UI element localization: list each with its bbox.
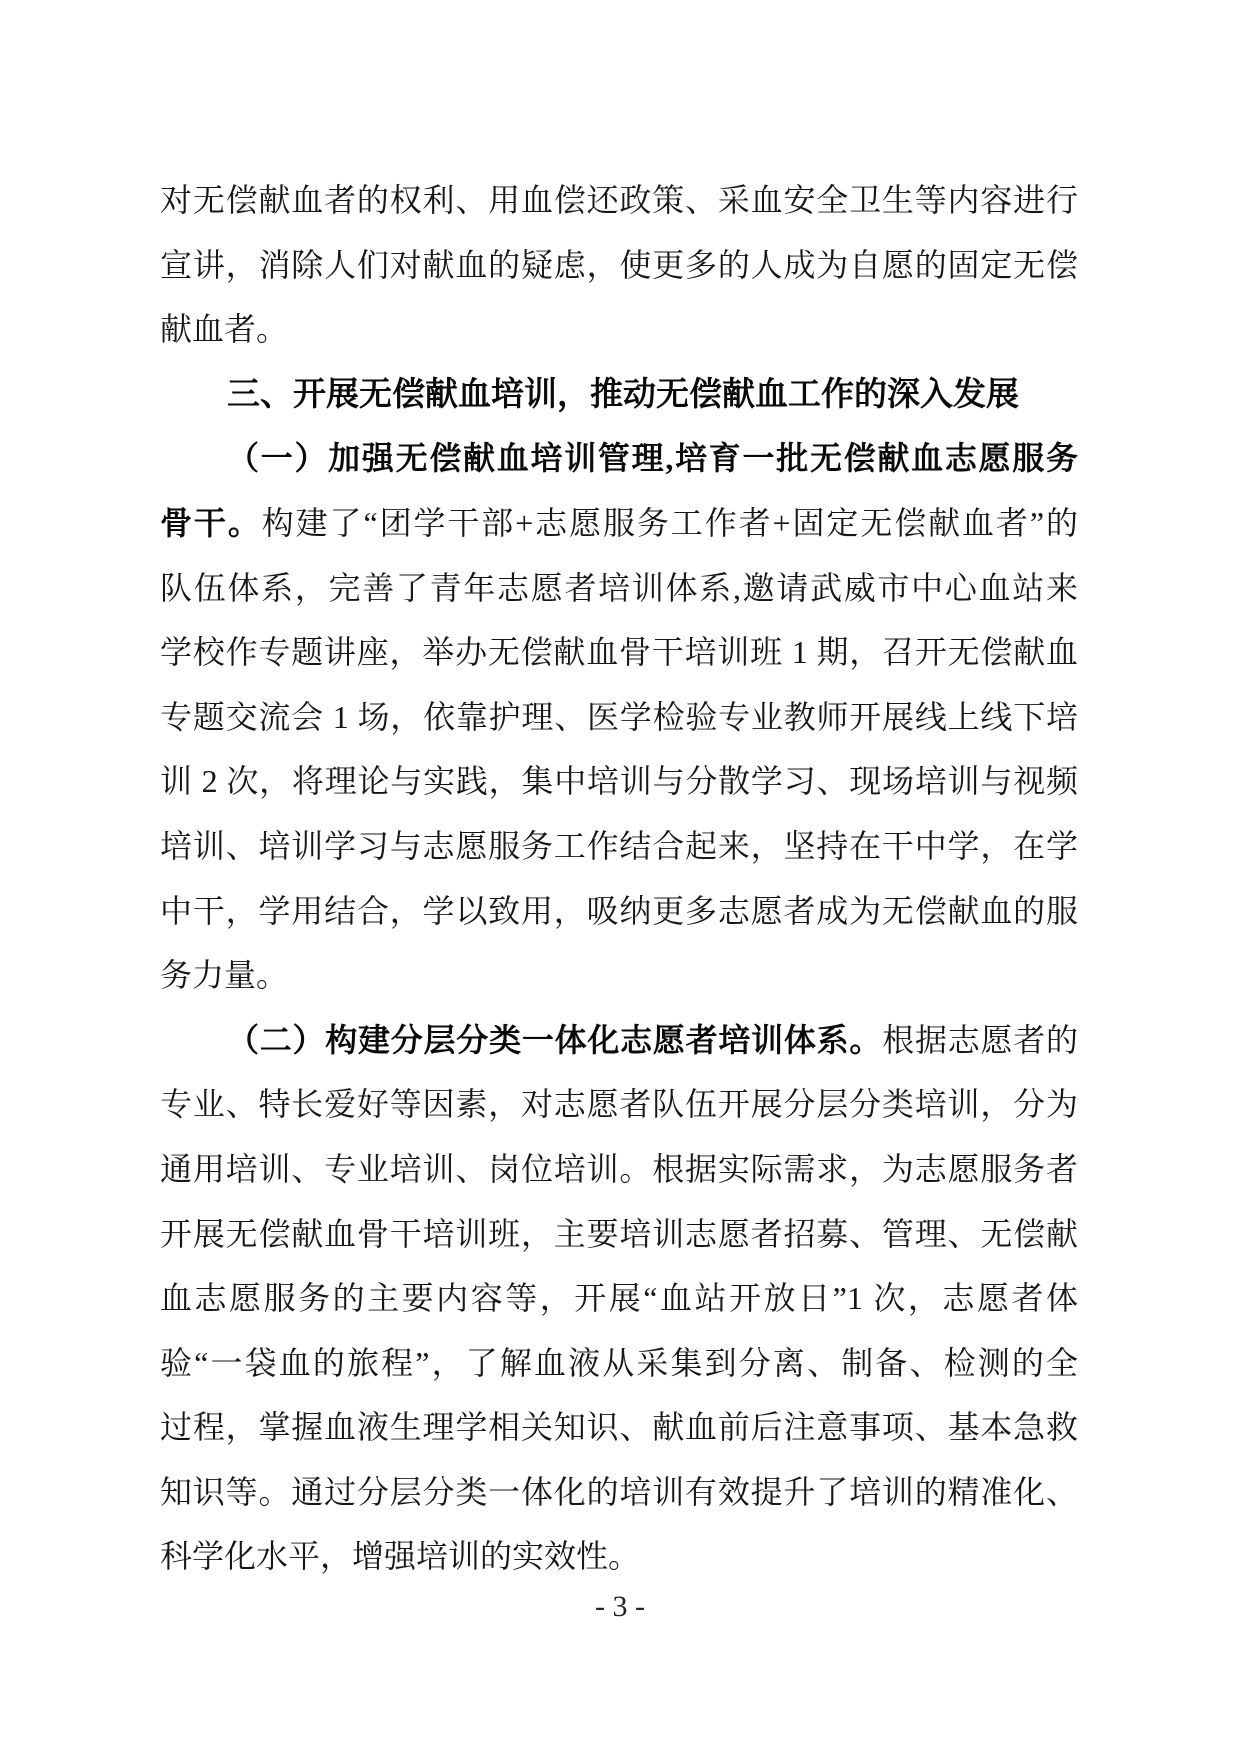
body-line <box>160 943 1078 1008</box>
body-line <box>160 233 1078 298</box>
text-segment: 务力量。 <box>160 957 289 994</box>
body-line <box>160 1331 1078 1396</box>
body-line <box>160 168 1078 233</box>
bold-text-segment: （二）构建分层分类一体化志愿者培训体系。 <box>227 1021 883 1058</box>
page-number: - 3 - <box>595 1590 645 1623</box>
text-segment: 构建了“团学干部+志愿服务工作者+固定无偿献血者”的 <box>261 504 1078 541</box>
subsection-heading-line <box>160 1008 1078 1073</box>
bold-text-segment: 骨干。 <box>160 504 262 541</box>
subsection-heading-line <box>160 426 1078 491</box>
text-segment: 对无偿献血者的权利、用血偿还政策、采血安全卫生等内容进行 <box>160 182 1078 218</box>
body-line <box>160 1137 1078 1202</box>
text-segment: 宣讲，消除人们对献血的疑虑，使更多的人成为自愿的固定无偿 <box>160 246 1078 283</box>
body-line <box>160 297 1078 362</box>
text-segment: 知识等。通过分层分类一体化的培训有效提升了培训的精准化、 <box>160 1473 1078 1510</box>
text-segment: 专题交流会 1 场，依靠护理、医学检验专业教师开展线上线下培 <box>160 698 1078 735</box>
text-segment: 验“一袋血的旅程”，了解血液从采集到分离、制备、检测的全 <box>160 1344 1078 1381</box>
body-line <box>160 556 1078 621</box>
body-line <box>160 1395 1078 1460</box>
body-line <box>160 491 1078 556</box>
body-line <box>160 814 1078 879</box>
body-line <box>160 1202 1078 1267</box>
text-segment: 训 2 次，将理论与实践，集中培训与分散学习、现场培训与视频 <box>160 763 1078 800</box>
document-lines <box>160 168 1078 1589</box>
body-line <box>160 620 1078 685</box>
text-segment: 过程，掌握血液生理学相关知识、献血前后注意事项、基本急救 <box>160 1409 1078 1446</box>
body-line <box>160 1266 1078 1331</box>
body-line <box>160 685 1078 750</box>
body-line <box>160 1072 1078 1137</box>
text-segment: 血志愿服务的主要内容等，开展“血站开放日”1 次，志愿者体 <box>160 1280 1078 1317</box>
text-segment: 培训、培训学习与志愿服务工作结合起来，坚持在干中学，在学 <box>160 827 1078 864</box>
bold-text-segment: （一）加强无偿献血培训管理,培育一批无偿献血志愿服务 <box>227 440 1078 477</box>
body-line <box>160 749 1078 814</box>
text-segment: 开展无偿献血骨干培训班，主要培训志愿者招募、管理、无偿献 <box>160 1215 1078 1252</box>
text-segment: 通用培训、专业培训、岗位培训。根据实际需求，为志愿服务者 <box>160 1150 1078 1187</box>
body-line <box>160 1460 1078 1525</box>
text-segment: 献血者。 <box>160 311 289 348</box>
section-heading <box>160 362 1078 427</box>
text-segment: 科学化水平，增强培训的实效性。 <box>160 1538 641 1575</box>
bold-text-segment: 三、开展无偿献血培训，推动无偿献血工作的深入发展 <box>227 374 1019 412</box>
text-segment: 中干，学用结合，学以致用，吸纳更多志愿者成为无偿献血的服 <box>160 892 1078 929</box>
body-line <box>160 879 1078 944</box>
text-segment: 队伍体系，完善了青年志愿者培训体系,邀请武威市中心血站来 <box>160 569 1078 606</box>
text-segment: 学校作专题讲座，举办无偿献血骨干培训班 1 期，召开无偿献血 <box>160 634 1078 671</box>
body-line <box>160 1524 1078 1589</box>
text-segment: 专业、特长爱好等因素，对志愿者队伍开展分层分类培训，分为 <box>160 1086 1078 1123</box>
text-segment: 根据志愿者的 <box>882 1021 1078 1058</box>
